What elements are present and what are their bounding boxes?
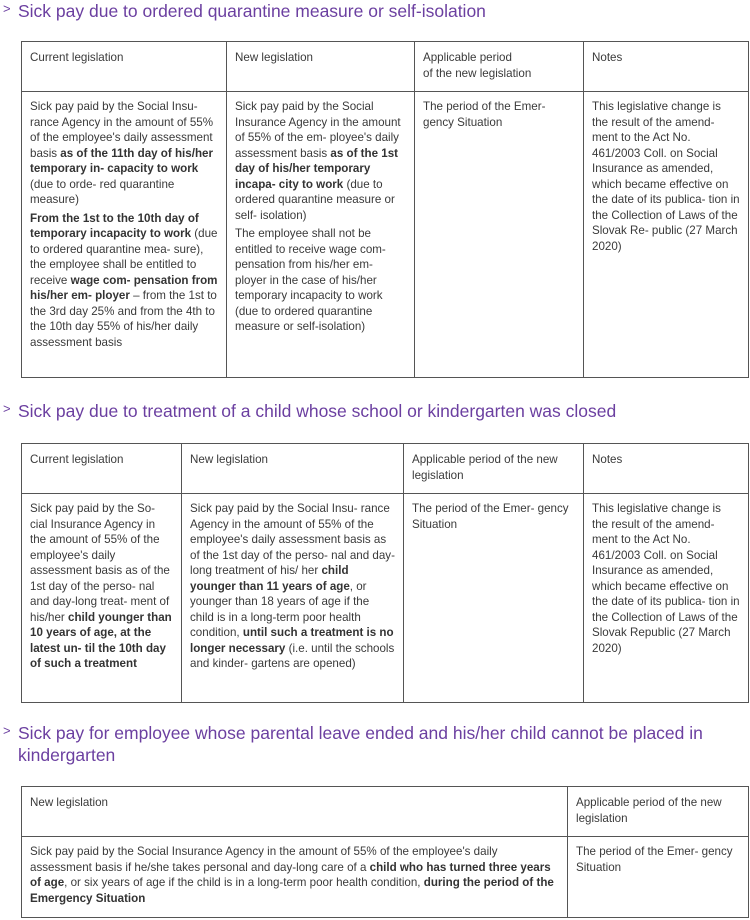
emphasis-text: wage com- pensation from his/her em- ployer xyxy=(30,273,218,302)
cell-new xyxy=(182,494,404,703)
emphasis-text: child who has turned three years of age xyxy=(30,860,551,889)
body-text: , or younger than 18 years of age if the child is in a long-term poor health condition, xyxy=(190,579,370,639)
emphasis-text: From the 1st to the 10th day of temporary incapacity to work xyxy=(30,211,199,240)
header-new: New legislation xyxy=(227,42,415,92)
paragraph xyxy=(235,99,406,223)
section-title: Sick pay for employee whose parental leave ended and his/her child cannot be placed in kindergarten xyxy=(18,723,703,765)
cell-period: The period of the Emer- gency Situation xyxy=(404,494,584,703)
paragraph xyxy=(30,844,559,906)
header-period: Applicable period of the new legislation xyxy=(415,42,584,92)
header-new: New legislation xyxy=(22,787,568,837)
section-1-heading xyxy=(0,0,733,22)
cell-new xyxy=(22,837,568,918)
body-text: (due to ordered quarantine mea- sure), the employee shall be entitled to receive xyxy=(30,227,218,287)
header-current: Current legislation xyxy=(22,444,182,494)
paragraph xyxy=(30,211,218,351)
header-notes: Notes xyxy=(584,444,749,494)
body-text: Sick pay paid by the So- cial Insurance Agency in the amount of 55% of the employee's daily assessment basis as of the 1st day of the perso- nal and day-long treat- ment of his/her xyxy=(30,502,170,624)
emphasis-text: until such a treatment is no longer necessary xyxy=(190,626,394,655)
section-title: Sick pay due to ordered quarantine measure or self-isolation xyxy=(18,1,486,21)
header-current: Current legislation xyxy=(22,42,227,92)
cell-new xyxy=(227,92,415,378)
cell-notes: This legislative change is the result of the amend- ment to the Act No. 461/2003 Coll. on Social Insurance as amended, which became effective on the date of its publica- tion in the Collection of Laws of the Slovak Re- public (27 March 2020) xyxy=(584,92,749,378)
emphasis-text: during the period of the Emergency Situation xyxy=(30,876,554,905)
body-text: (due to orde- red quarantine measure) xyxy=(30,177,175,206)
chevron-right-icon: > xyxy=(3,723,11,738)
chevron-right-icon: > xyxy=(3,1,11,16)
body-text: (i.e. until the schools and kinder- gartens are opened) xyxy=(190,641,395,670)
parental-leave-table xyxy=(21,786,749,918)
body-text: , or six years of age if the child is in a long-term poor health condition, xyxy=(64,876,424,889)
paragraph xyxy=(190,501,395,672)
cell-current xyxy=(22,494,182,703)
cell-period: The period of the Emer- gency Situation xyxy=(415,92,584,378)
cell-period: The period of the Emer- gency Situation xyxy=(568,837,749,918)
paragraph xyxy=(30,501,173,672)
section-2-heading xyxy=(0,400,733,422)
header-new: New legislation xyxy=(182,444,404,494)
body-text: Sick pay paid by the Social Insu- rance Agency in the amount of 55% of the employee's daily assessment basis xyxy=(30,100,214,160)
paragraph xyxy=(30,99,218,208)
emphasis-text: as of the 1st day of his/her temporary incapa- city to work xyxy=(235,146,399,191)
header-period: Applicable period of the new legislation xyxy=(404,444,584,494)
header-notes: Notes xyxy=(584,42,749,92)
body-text: The employee shall not be entitled to receive wage com- pensation from his/her em- ployer in the case of his/her temporary incapacity to work (due to ordered quarantine measure or self-isolation) xyxy=(235,227,386,333)
cell-notes: This legislative change is the result of the amend- ment to the Act No. 461/2003 Coll. on Social Insurance as amended, which became effective on the date of its publica- tion in the Collection of Laws of the Slovak Republic (27 March 2020) xyxy=(584,494,749,703)
body-text: – from the 1st to the 3rd day 25% and from the 4th to the 10th day 55% of his/her daily assessment basis xyxy=(30,289,217,349)
paragraph xyxy=(235,226,406,335)
school-closure-table xyxy=(21,443,749,703)
chevron-right-icon: > xyxy=(3,401,11,416)
cell-current xyxy=(22,92,227,378)
body-text: Sick pay paid by the Social Insurance Agency in the amount of 55% of the employee's daily assessment basis if he/she takes personal and day-long care of a xyxy=(30,845,498,874)
emphasis-text: child younger than 11 years of age xyxy=(190,564,350,593)
quarantine-table xyxy=(21,41,749,378)
body-text: Sick pay paid by the Social Insurance Agency in the amount of 55% of the em- ployee's daily assessment basis xyxy=(235,100,401,160)
emphasis-text: as of the 11th day of his/her temporary in- capacity to work xyxy=(30,146,213,175)
section-title: Sick pay due to treatment of a child whose school or kindergarten was closed xyxy=(18,401,617,421)
body-text: Sick pay paid by the Social Insu- rance Agency in the amount of 55% of the employee's daily assessment basis as of the 1st day of the perso- nal and day-long treatment of his/ her xyxy=(190,502,395,577)
section-3-heading xyxy=(0,722,733,766)
body-text: (due to ordered quarantine measure or self- isolation) xyxy=(235,177,395,222)
header-period: Applicable period of the new legislation xyxy=(568,787,749,837)
emphasis-text: child younger than 10 years of age, at the latest un- til the 10th day of such a treatment xyxy=(30,610,172,670)
